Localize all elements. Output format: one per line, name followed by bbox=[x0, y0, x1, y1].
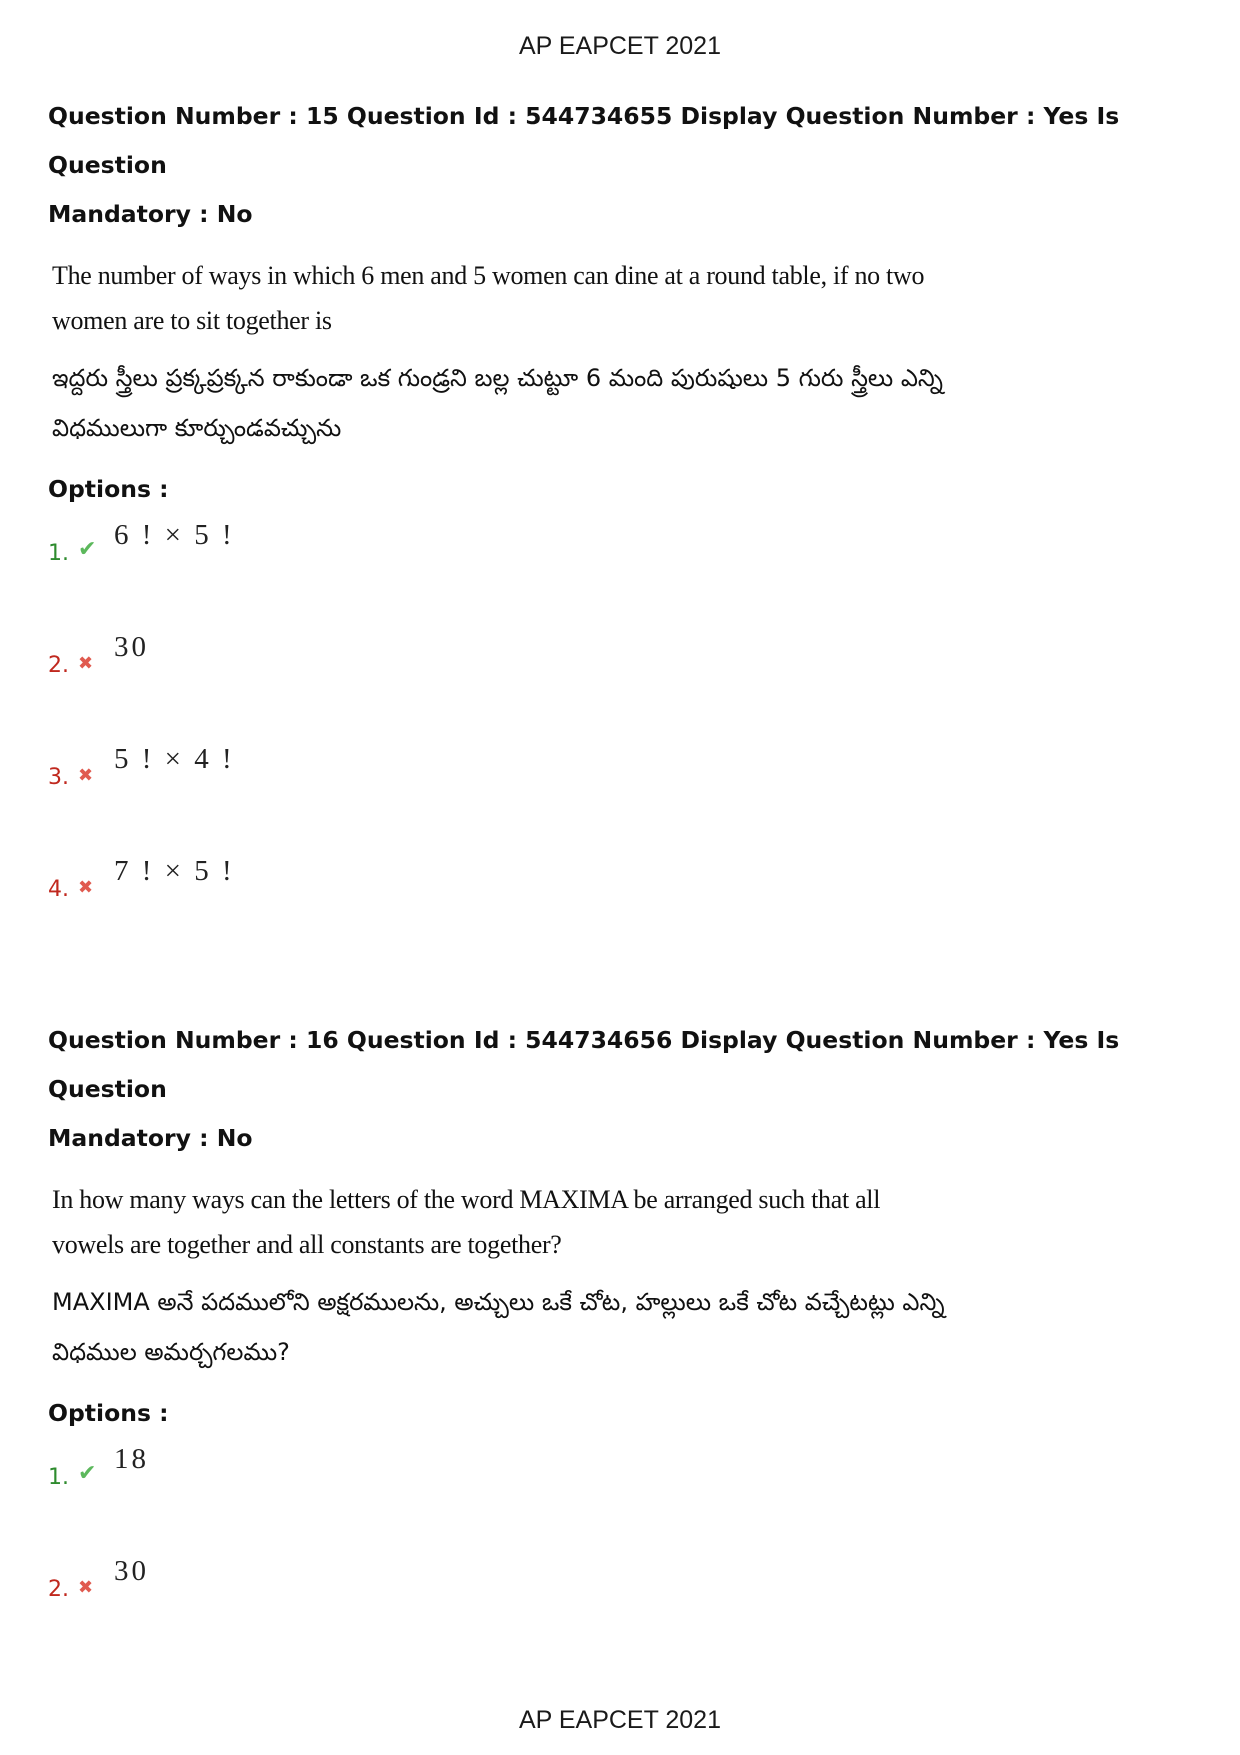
question-meta-line2: Mandatory : No bbox=[48, 200, 253, 228]
option-2 bbox=[48, 1551, 1198, 1663]
option-number: 1. bbox=[48, 1465, 69, 1490]
question-text-english: In how many ways can the letters of the word MAXIMA be arranged such that all vowels are together and all constants are together? bbox=[52, 1185, 881, 1259]
options-label: Options : bbox=[48, 1399, 169, 1427]
option-value: 18 bbox=[114, 1443, 149, 1475]
question-text-telugu: ఇద్దరు స్త్రీలు ప్రక్కప్రక్కన రాకుండా ఒక గుండ్రని బల్ల చుట్టూ 6 మంది పురుషులు 5 గురు స్త్రీలు ఎన్ని విధములుగా కూర్చుండవచ్చును bbox=[52, 364, 943, 442]
option-number: 1. bbox=[48, 541, 69, 566]
option-3 bbox=[48, 739, 1198, 851]
option-2 bbox=[48, 627, 1198, 739]
question-meta-line1: Question Number : 16 Question Id : 544734656 Display Question Number : Yes Is Question bbox=[48, 1026, 1120, 1103]
option-value: 30 bbox=[114, 1555, 149, 1587]
option-number: 3. bbox=[48, 765, 69, 790]
option-value: 5 ! × 4 ! bbox=[114, 743, 235, 775]
option-value: 6 ! × 5 ! bbox=[114, 519, 235, 551]
option-1 bbox=[48, 1439, 1198, 1551]
cross-icon: ✖ bbox=[78, 765, 94, 786]
question-meta bbox=[48, 92, 1198, 239]
question-16 bbox=[48, 1016, 1198, 1663]
option-value: 30 bbox=[114, 631, 149, 663]
check-icon: ✔ bbox=[78, 1461, 97, 1486]
question-meta bbox=[48, 1016, 1198, 1163]
cross-icon: ✖ bbox=[78, 653, 94, 674]
option-4 bbox=[48, 851, 1198, 963]
option-1 bbox=[48, 515, 1198, 627]
question-text-telugu: MAXIMA అనే పదములోని అక్షరములను, అచ్చులు ఒకే చోట, హల్లులు ఒకే చోట వచ్చేటట్లు ఎన్ని విధముల అమర్చగలము? bbox=[52, 1288, 945, 1366]
page-header: AP EAPCET 2021 bbox=[519, 32, 721, 60]
question-meta-line1: Question Number : 15 Question Id : 544734655 Display Question Number : Yes Is Question bbox=[48, 102, 1120, 179]
option-number: 2. bbox=[48, 653, 69, 678]
check-icon: ✔ bbox=[78, 537, 97, 562]
question-15 bbox=[48, 92, 1198, 963]
page-footer: AP EAPCET 2021 bbox=[519, 1706, 721, 1734]
options-label: Options : bbox=[48, 475, 169, 503]
question-meta-line2: Mandatory : No bbox=[48, 1124, 253, 1152]
question-text-english: The number of ways in which 6 men and 5 women can dine at a round table, if no two women are to sit together is bbox=[52, 261, 925, 335]
option-number: 4. bbox=[48, 877, 69, 902]
option-value: 7 ! × 5 ! bbox=[114, 855, 235, 887]
option-number: 2. bbox=[48, 1577, 69, 1602]
cross-icon: ✖ bbox=[78, 877, 94, 898]
cross-icon: ✖ bbox=[78, 1577, 94, 1598]
